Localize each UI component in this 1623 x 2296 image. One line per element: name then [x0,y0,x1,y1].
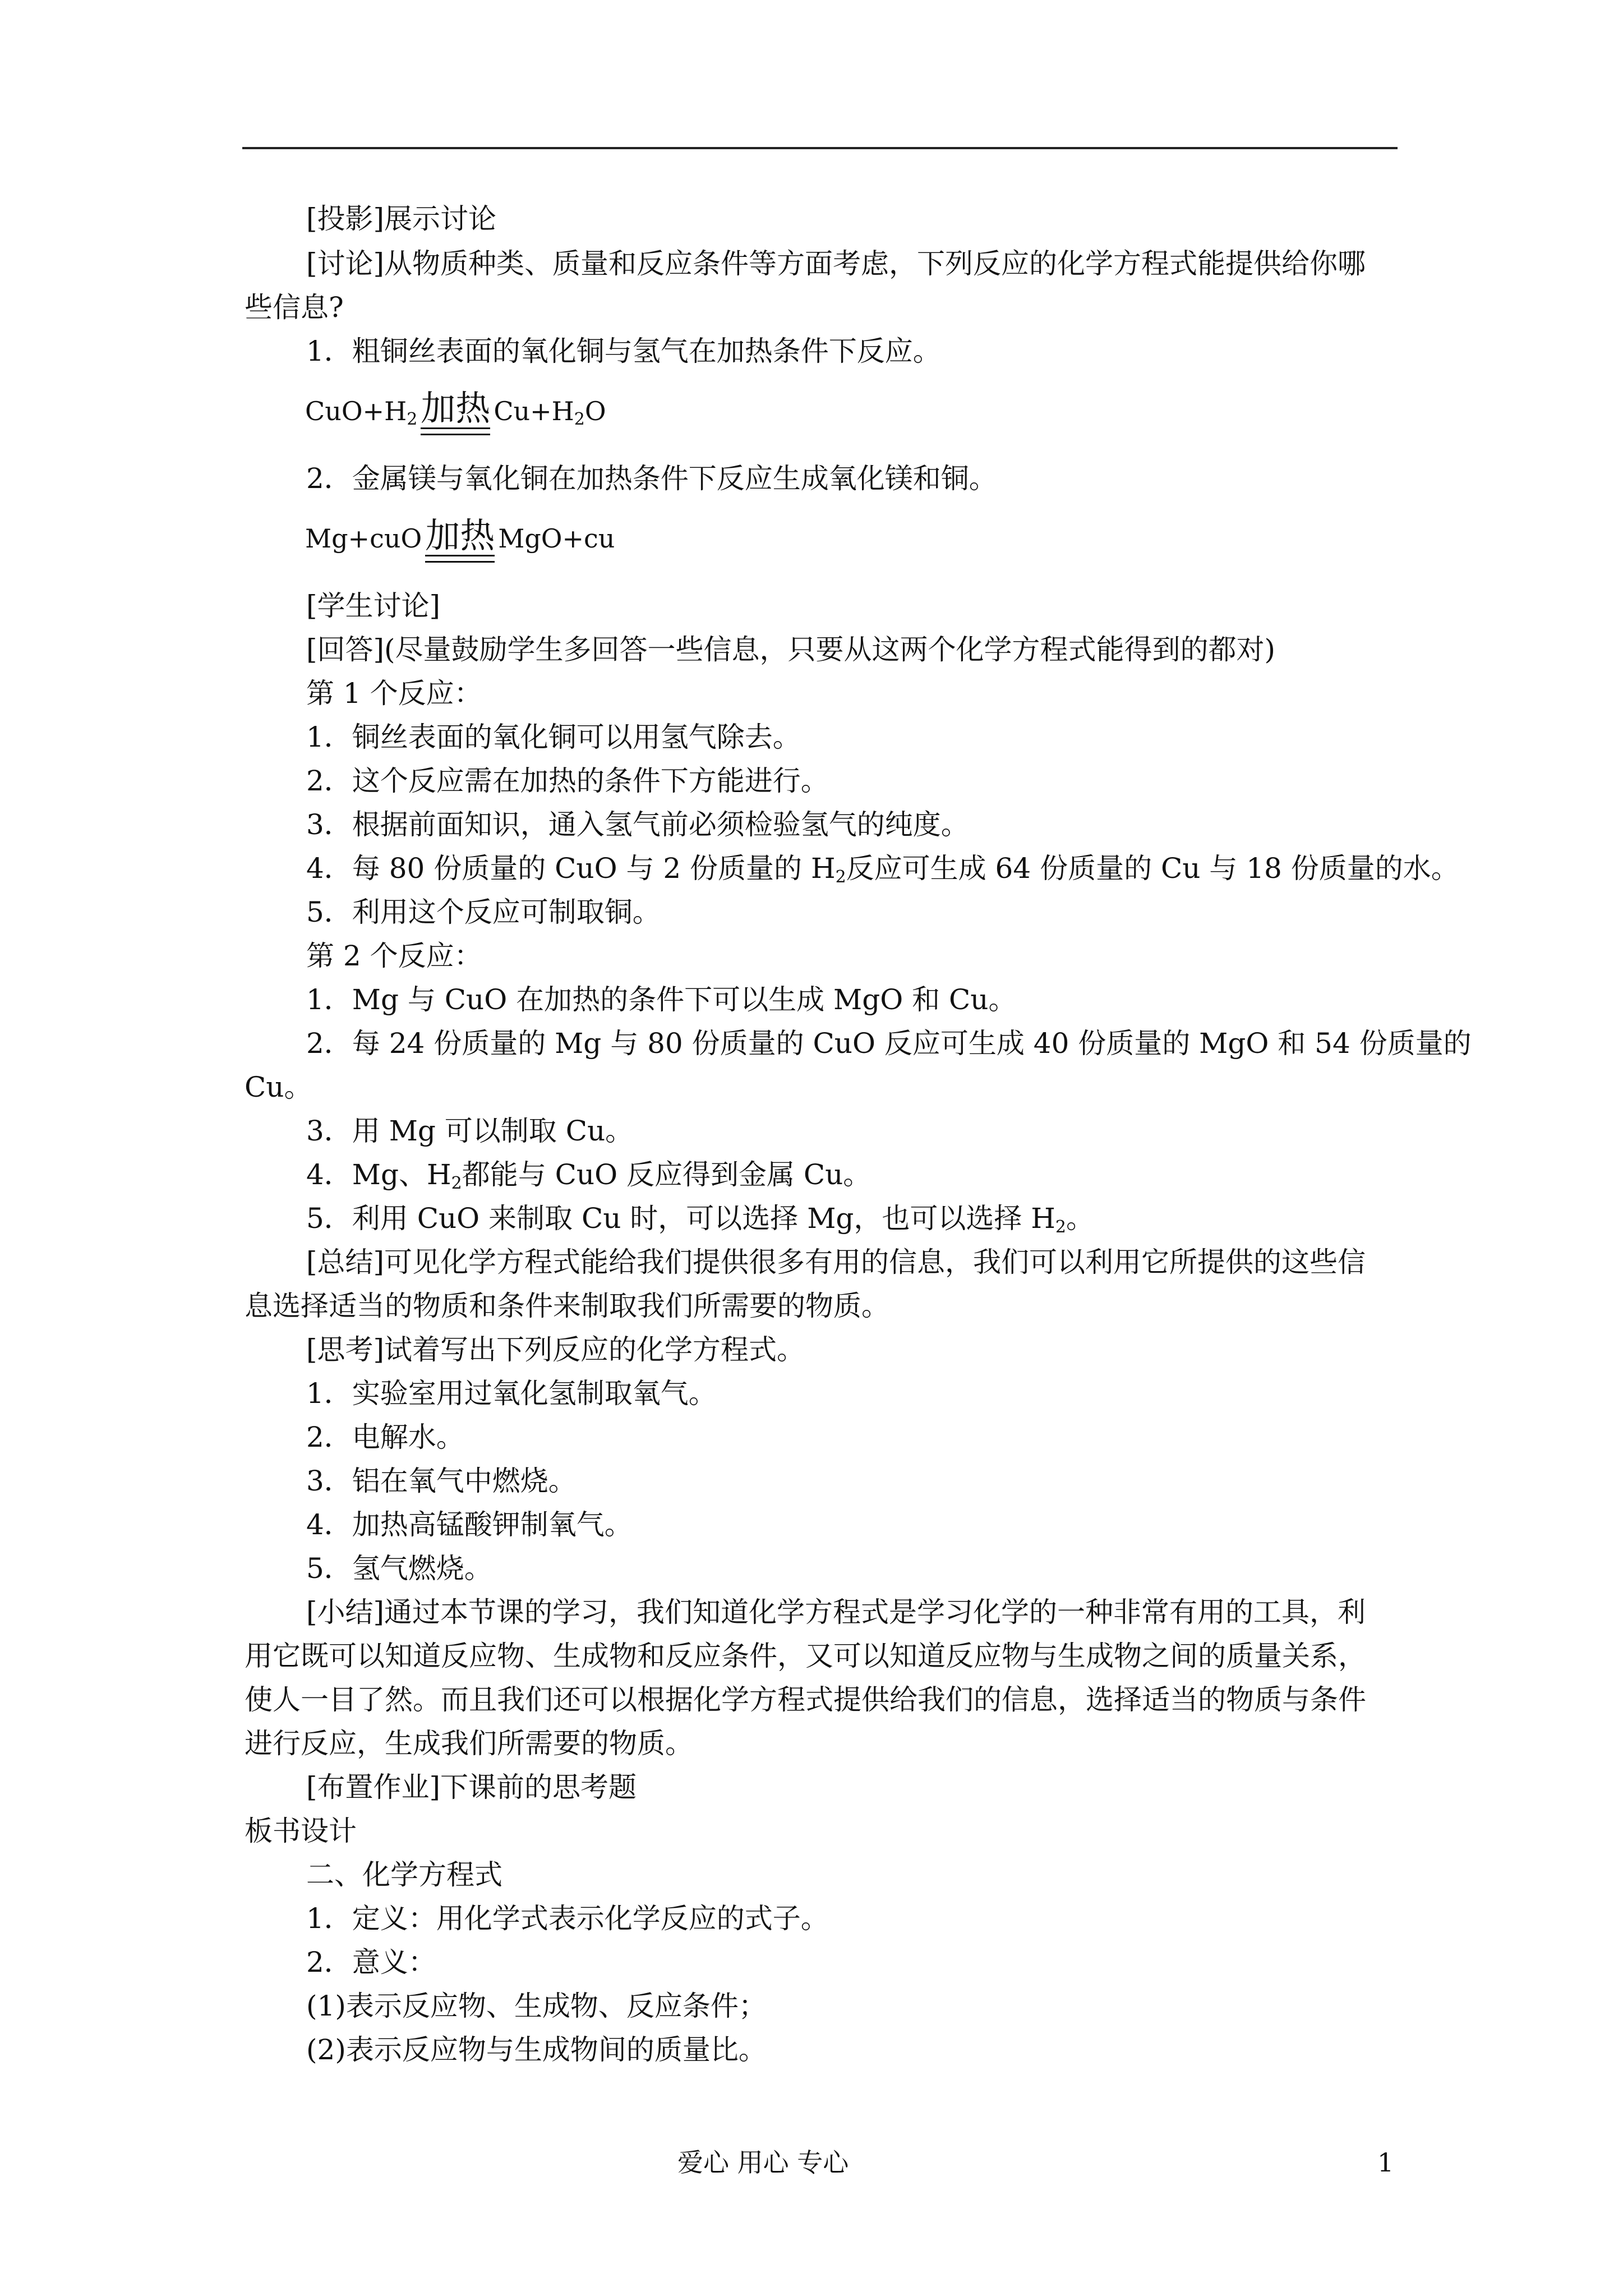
text-line: [总结]可见化学方程式能给我们提供很多有用的信息，我们可以利用它所提供的这些信 [306,1246,1366,1278]
text-line: [思考]试着写出下列反应的化学方程式。 [306,1333,805,1366]
reaction-condition: 加热 [425,515,495,556]
eq-products-tail: O [584,396,606,426]
text-line: 第 2 个反应： [306,940,482,972]
text-span: 。 [1066,1202,1094,1235]
text-line: 进行反应，生成我们所需要的物质。 [245,1727,693,1760]
text-line: 2．这个反应需在加热的条件下方能进行。 [306,765,829,797]
page-number: 1 [1377,2147,1394,2178]
text-line: 1．定义：用化学式表示化学反应的式子。 [306,1902,829,1935]
text-span: 反应可生成 64 份质量的 Cu 与 18 份质量的水。 [846,852,1459,885]
text-line: 3．铝在氧气中燃烧。 [306,1465,577,1497]
text-span: 都能与 CuO 反应得到金属 Cu。 [462,1158,872,1191]
text-line: 3．根据前面知识，通入氢气前必须检验氢气的纯度。 [306,808,969,841]
text-line: 3．用 Mg 可以制取 Cu。 [306,1115,634,1147]
text-line: 息选择适当的物质和条件来制取我们所需要的物质。 [245,1290,889,1322]
text-span: 4．Mg、H [306,1158,451,1191]
text-line: [学生讨论] [306,590,441,622]
text-line: Cu。 [245,1071,312,1103]
text-span: 4．每 80 份质量的 CuO 与 2 份质量的 H [306,852,836,885]
equation-2 [305,514,615,557]
text-line: [讨论]从物质种类、质量和反应条件等方面考虑，下列反应的化学方程式能提供给你哪 [306,247,1366,280]
text-line: [布置作业]下课前的思考题 [306,1771,637,1803]
text-line [306,1197,1094,1240]
footer-motto: 爱心 用心 专心 [677,2147,849,2178]
text-span: 5．利用 CuO 来制取 Cu 时，可以选择 Mg，也可以选择 H [306,1202,1055,1235]
section-heading: 板书设计 [245,1815,357,1847]
text-line: 二、化学方程式 [306,1858,502,1891]
subscript: 2 [835,867,846,887]
text-line: 5．利用这个反应可制取铜。 [306,896,661,928]
text-line: 1．铜丝表面的氧化铜可以用氢气除去。 [306,721,801,753]
subscript: 2 [1055,1217,1066,1237]
eq-subscript: 2 [407,409,418,429]
text-line: 第 1 个反应： [306,677,482,710]
eq-reactants: Mg+cuO [305,523,422,554]
text-line: 用它既可以知道反应物、生成物和反应条件，又可以知道反应物与生成物之间的质量关系， [245,1640,1366,1672]
eq-products: MgO+cu [498,523,615,554]
text-line: [投影]展示讨论 [306,203,497,235]
text-line: 1．粗铜丝表面的氧化铜与氢气在加热条件下反应。 [306,335,941,367]
text-line: 1．实验室用过氧化氢制取氧气。 [306,1377,717,1410]
text-line: 4．加热高锰酸钾制氧气。 [306,1508,633,1541]
text-line: 2．意义： [306,1946,436,1978]
text-line: 使人一目了然。而且我们还可以根据化学方程式提供给我们的信息，选择适当的物质与条件 [245,1683,1366,1716]
text-line: (1)表示反应物、生成物、反应条件； [306,1990,767,2022]
subscript: 2 [451,1174,462,1193]
text-line [306,1153,871,1196]
text-line: 些信息? [245,291,344,324]
eq-subscript: 2 [574,409,585,429]
text-line: 5．氢气燃烧。 [306,1552,492,1585]
text-line: [小结]通过本节课的学习，我们知道化学方程式是学习化学的一种非常有用的工具，利 [306,1596,1366,1628]
text-line: 2．金属镁与氧化铜在加热条件下反应生成氧化镁和铜。 [306,462,997,495]
eq-products: Cu+H [494,396,574,426]
eq-reactants: CuO+H [305,396,407,426]
text-line [306,847,1459,890]
text-line: 1．Mg 与 CuO 在加热的条件下可以生成 MgO 和 Cu。 [306,983,1017,1016]
reaction-condition: 加热 [421,388,491,429]
text-line: 2．每 24 份质量的 Mg 与 80 份质量的 CuO 反应可生成 40 份质量的 MgO 和 54 份质量的 [306,1027,1472,1060]
text-line: (2)表示反应物与生成物间的质量比。 [306,2033,767,2066]
header-rule [242,147,1398,149]
text-line: 2．电解水。 [306,1421,464,1453]
equation-1 [305,387,606,430]
text-line: [回答](尽量鼓励学生多回答一些信息，只要从这两个化学方程式能得到的都对) [306,633,1276,666]
